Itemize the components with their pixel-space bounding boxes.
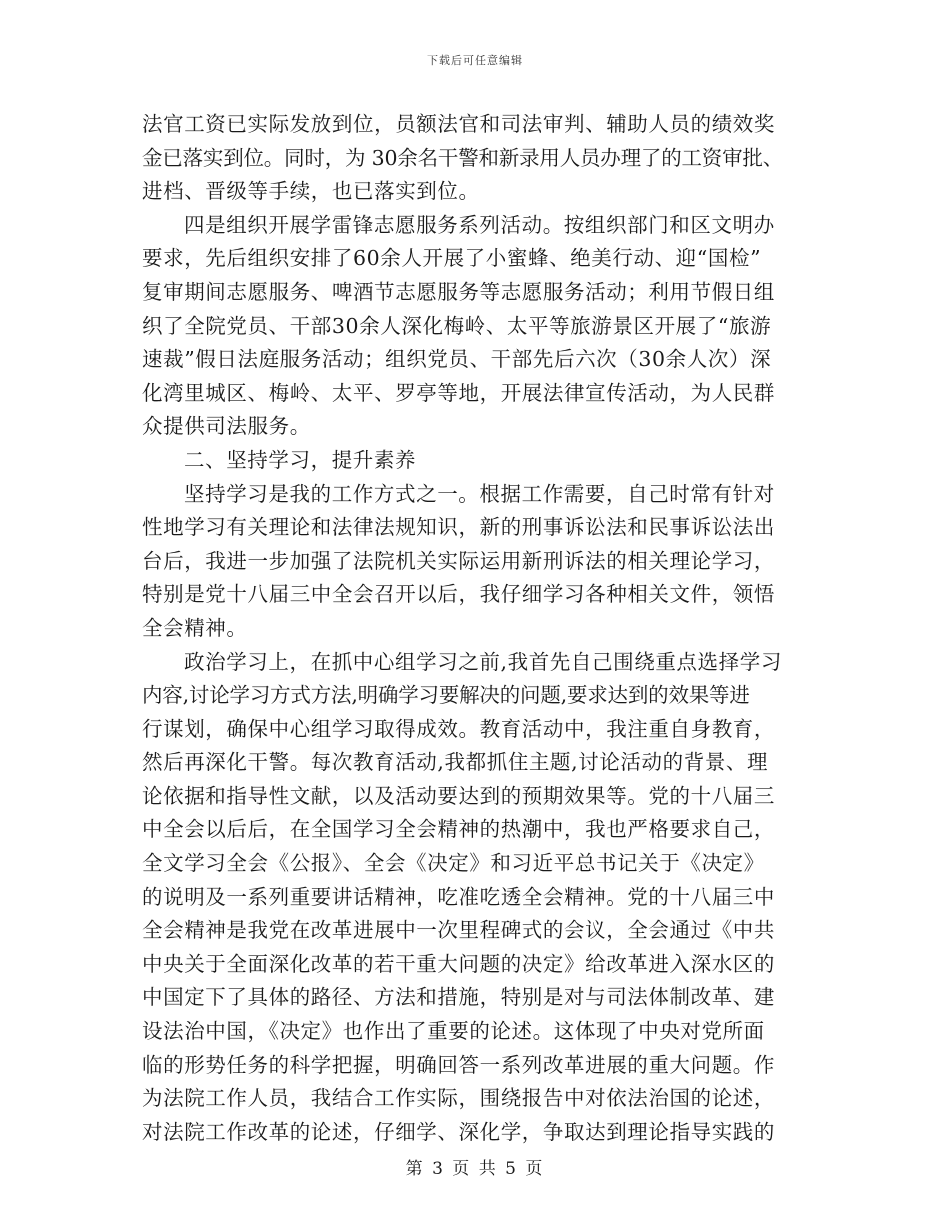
text-line: 政治学习上，在抓中心组学习之前,我首先自己围绕重点选择学习 — [184, 649, 782, 674]
text-line: 性地学习有关理论和法律法规知识，新的刑事诉讼法和民事诉讼法出 — [142, 515, 775, 540]
text-line: 临的形势任务的科学把握，明确回答一系列改革进展的重大问题。作 — [142, 1052, 775, 1077]
text-line: 论依据和指导性文献，以及活动要达到的预期效果等。党的十八届三 — [142, 783, 775, 808]
text-line: 设法治中国，《决定》也作出了重要的论述。这体现了中央对党所面 — [142, 1019, 765, 1044]
text-line: 四是组织开展学雷锋志愿服务系列活动。按组织部门和区文明办 — [184, 212, 775, 237]
text-line: 然后再深化干警。每次教育活动,我都抓住主题,讨论活动的背景、理 — [142, 750, 769, 775]
page-footer: 第 3 页 共 5 页 — [405, 1159, 545, 1179]
text-line: 的说明及一系列重要讲话精神，吃准吃透全会精神。党的十八届三中 — [142, 884, 775, 909]
text-line: 全文学习全会《公报》、全会《决定》和习近平总书记关于《决定》 — [142, 851, 765, 876]
text-line: 复审期间志愿服务、啤酒节志愿服务等志愿服务活动；利用节假日组 — [142, 279, 775, 304]
text-line: 金已落实到位。同时，为 30余名干警和新录用人员办理了的工资审批、 — [142, 145, 784, 170]
text-line: 对法院工作改革的论述，仔细学、深化学，争取达到理论指导实践的 — [142, 1119, 775, 1144]
text-line: 要求，先后组织安排了60余人开展了小蜜蜂、绝美行动、迎“国检” — [142, 246, 762, 271]
text-line: 众提供司法服务。 — [142, 414, 311, 439]
text-line: 全会精神是我党在改革进展中一次里程碑式的会议，全会通过《中共 — [142, 918, 775, 943]
text-line: 中全会以后后，在全国学习全会精神的热潮中，我也严格要求自己， — [142, 817, 775, 842]
text-line: 行谋划，确保中心组学习取得成效。教育活动中，我注重自身教育， — [142, 716, 775, 741]
text-line: 中国定下了具体的路径、方法和措施，特别是对与司法体制改革、建 — [142, 985, 775, 1010]
text-line: 进档、晋级等手续，也已落实到位。 — [142, 179, 480, 204]
document-body — [142, 108, 812, 1149]
text-line: 中央关于全面深化改革的若干重大问题的决定》给改革进入深水区的 — [142, 951, 775, 976]
text-line: 特别是党十八届三中全会召开以后，我仔细学习各种相关文件，领悟 — [142, 582, 775, 607]
text-line: 坚持学习是我的工作方式之一。根据工作需要，自己时常有针对 — [184, 481, 775, 506]
text-line: 法官工资已实际发放到位，员额法官和司法审判、辅助人员的绩效奖 — [142, 112, 775, 136]
text-line: 化湾里城区、梅岭、太平、罗亭等地，开展法律宣传活动，为人民群 — [142, 380, 775, 405]
page-header: 下载后可任意编辑 — [427, 54, 523, 67]
text-line: 二、坚持学习，提升素养 — [184, 447, 417, 472]
text-line: 内容,讨论学习方式方法,明确学习要解决的问题,要求达到的效果等进 — [142, 683, 750, 708]
text-line: 速裁”假日法庭服务活动；组织党员、干部先后六次（30余人次）深 — [142, 347, 772, 372]
text-line: 为法院工作人员，我结合工作实际，围绕报告中对依法治国的论述， — [142, 1086, 775, 1111]
text-line: 织了全院党员、干部30余人深化梅岭、太平等旅游景区开展了“旅游 — [142, 313, 772, 338]
text-line: 台后，我进一步加强了法院机关实际运用新刑诉法的相关理论学习， — [142, 548, 775, 573]
text-line: 全会精神。 — [142, 615, 248, 640]
